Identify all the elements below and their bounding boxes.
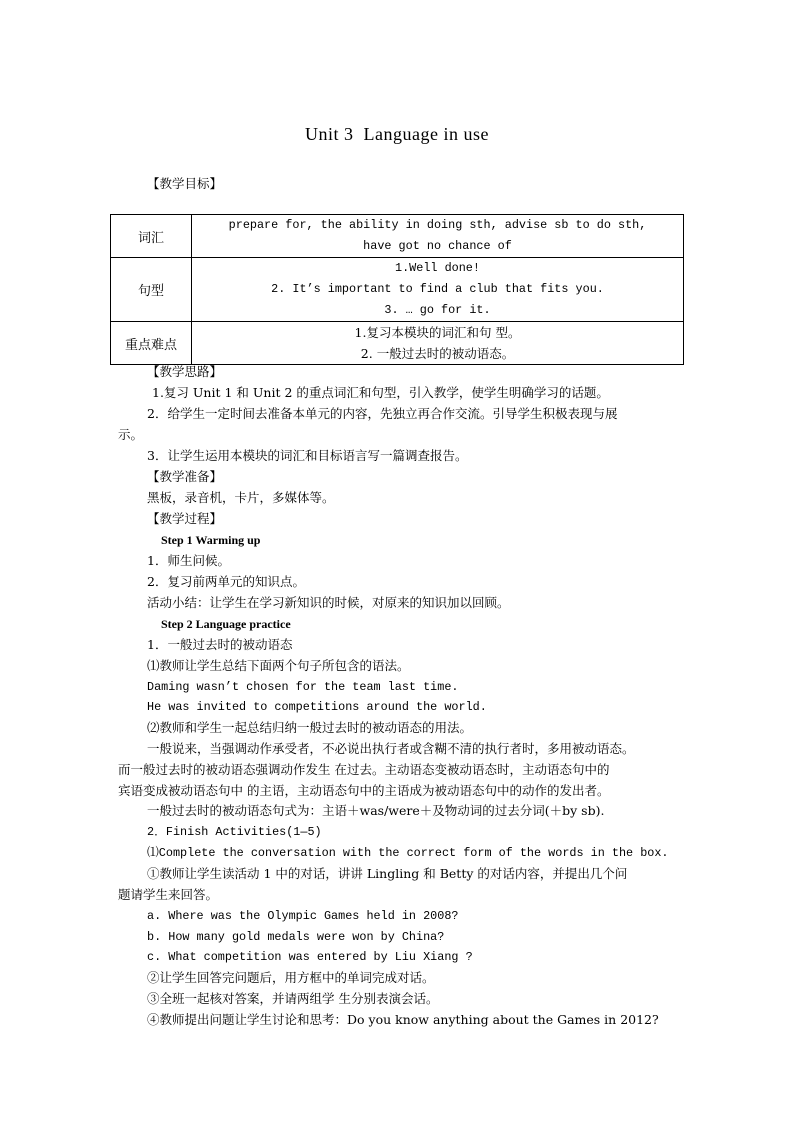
objectives-heading: 【教学目标】 <box>147 176 223 191</box>
table-cell-line: have got no chance of <box>363 239 512 253</box>
table-label-vocab: 词汇 <box>111 215 192 258</box>
table-row <box>111 215 684 258</box>
table-cell-line: 1.复习本模块的词汇和句 型。 <box>354 325 521 340</box>
step2-item-2a-iv: ④教师提出问题让学生讨论和思考：Do you know anything about the Games in 2012? <box>147 1012 659 1027</box>
step2-item-1a: ⑴教师让学生总结下面两个句子所包含的语法。 <box>147 658 410 673</box>
example-sentence-1: Daming wasn’t chosen for the team last time. <box>147 680 459 694</box>
prep-text: 黑板，录音机，卡片，多媒体等。 <box>147 490 335 505</box>
approach-item-3: 3．让学生运用本模块的词汇和目标语言写一篇调查报告。 <box>147 448 468 463</box>
approach-item-1: 1.复习 Unit 1 和 Unit 2 的重点词汇和句型，引入教学，使学生明确学习的话题。 <box>152 385 609 400</box>
question-a: a. Where was the Olympic Games held in 2008? <box>147 909 459 923</box>
table-content-sentences <box>192 258 684 322</box>
explain-line-3: 宾语变成被动语态句中 的主语，主动语态句中的主语成为被动语态句中的动作的发出者。 <box>118 783 610 798</box>
approach-item-2: 2．给学生一定时间去准备本单元的内容，先独立再合作交流。引导学生积极表现与展 <box>147 406 618 421</box>
document-title: Unit 3 Language in use <box>305 124 489 144</box>
question-b: b. How many gold medals were won by China? <box>147 930 445 944</box>
approach-item-2-cont: 示。 <box>118 427 144 442</box>
example-sentence-2: He was invited to competitions around the world. <box>147 700 487 714</box>
step1-title: Step 1 Warming up <box>161 533 261 547</box>
approach-heading: 【教学思路】 <box>147 364 223 379</box>
step2-item-2a-i: ①教师让学生读活动 1 中的对话，讲讲 Lingling 和 Betty 的对话内容，并提出几个问 <box>147 866 628 881</box>
step2-item-1b: ⑵教师和学生一起总结归纳一般过去时的被动语态的用法。 <box>147 720 473 735</box>
step2-item-2a-ii: ②让学生回答完问题后，用方框中的单词完成对话。 <box>147 970 435 985</box>
table-row <box>111 322 684 365</box>
table-cell-line: 1.Well done! <box>395 261 480 275</box>
table-label-sentences: 句型 <box>111 258 192 322</box>
formula-line: 一般过去时的被动语态句式为：主语＋was/were＋及物动词的过去分词(＋by sb). <box>147 803 605 818</box>
explain-line-2: 而一般过去时的被动语态强调动作发生 在过去。主动语态变被动语态时，主动语态句中的 <box>118 762 610 777</box>
prep-heading: 【教学准备】 <box>147 469 223 484</box>
table-label-key-points: 重点难点 <box>111 322 192 365</box>
process-heading: 【教学过程】 <box>147 511 223 526</box>
step1-summary: 活动小结：让学生在学习新知识的时候，对原来的知识加以回顾。 <box>147 595 510 610</box>
objectives-table <box>110 214 684 365</box>
table-cell-line: 2. It’s important to find a club that fits you. <box>271 282 604 296</box>
table-content-vocab <box>192 215 684 258</box>
step1-item-1: 1．师生问候。 <box>147 553 230 568</box>
question-c: c. What competition was entered by Liu Xiang ? <box>147 950 473 964</box>
table-content-key-points <box>192 322 684 365</box>
table-cell-line: prepare for, the ability in doing sth, advise sb to do sth, <box>228 218 647 232</box>
step2-title: Step 2 Language practice <box>161 617 291 631</box>
step2-item-2a-i-cont: 题请学生来回答。 <box>118 887 219 902</box>
step2-item-2: 2．Finish Activities(1—5) <box>147 825 322 839</box>
table-row <box>111 258 684 322</box>
explain-line-1: 一般说来，当强调动作承受者，不必说出执行者或含糊不清的执行者时，多用被动语态。 <box>147 741 635 756</box>
table-cell-line: 2. 一般过去时的被动语态。 <box>360 346 515 361</box>
step2-item-1: 1．一般过去时的被动语态 <box>147 637 293 652</box>
step2-item-2a: ⑴Complete the conversation with the correct form of the words in the box. <box>147 846 669 860</box>
step1-item-2: 2．复习前两单元的知识点。 <box>147 574 305 589</box>
table-cell-line: 3. … go for it. <box>384 303 491 317</box>
step2-item-2a-iii: ③全班一起核对答案，并请两组学 生分别表演会话。 <box>147 991 439 1006</box>
